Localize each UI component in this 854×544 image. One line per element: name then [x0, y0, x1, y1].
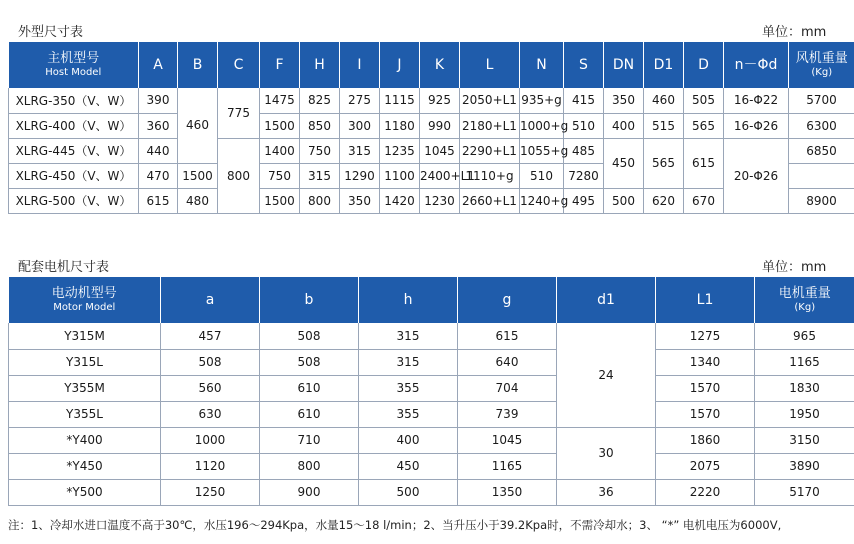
motor-table [8, 277, 854, 506]
cell: 508 [260, 323, 359, 349]
table-row [9, 479, 854, 505]
cell: 415 [564, 88, 604, 113]
dimensions-table [8, 42, 854, 214]
cell: 30 [557, 427, 656, 479]
cell: 24 [557, 323, 656, 427]
cell: 800 [260, 453, 359, 479]
header-col: S [564, 42, 604, 88]
header-col: D1 [644, 42, 684, 88]
cell: 640 [458, 349, 557, 375]
cell: 360 [139, 113, 178, 138]
cell: 355 [359, 401, 458, 427]
footnote: 注：1、冷却水进口温度不高于30℃，水压196～294Kpa，水量15～18 l/min；2、当升压小于39.2Kpa时，不需冷却水；3、 “*” 电机电压为6000V, [8, 518, 782, 532]
table2-title: 配套电机尺寸表 [18, 260, 110, 275]
cell: 850 [300, 113, 340, 138]
table-row [9, 453, 854, 479]
cell: 1045 [458, 427, 557, 453]
table-row [9, 427, 854, 453]
cell: 510 [520, 163, 564, 188]
cell: 1830 [755, 375, 854, 401]
cell: 5700 [789, 88, 854, 113]
cell: 300 [340, 113, 380, 138]
cell: 1950 [755, 401, 854, 427]
cell: 1340 [656, 349, 755, 375]
cell: 1570 [656, 375, 755, 401]
cell: 704 [458, 375, 557, 401]
cell: 2075 [656, 453, 755, 479]
cell: 5170 [755, 479, 854, 505]
cell: 1165 [755, 349, 854, 375]
header-col: I [340, 42, 380, 88]
header-col: DN [604, 42, 644, 88]
cell: 315 [340, 138, 380, 163]
cell: 16-Φ22 [724, 88, 789, 113]
cell: 315 [300, 163, 340, 188]
table1-title: 外型尺寸表 [18, 25, 84, 40]
header-col: D [684, 42, 724, 88]
table-row [9, 138, 854, 163]
cell: 450 [604, 138, 644, 188]
cell: 670 [684, 188, 724, 213]
cell-model: Y315L [9, 349, 161, 375]
cell: 610 [260, 401, 359, 427]
header-col: L [460, 42, 520, 88]
header-col: g [458, 277, 557, 323]
cell: 400 [359, 427, 458, 453]
table-row [9, 401, 854, 427]
cell: 565 [684, 113, 724, 138]
cell: 8900 [789, 188, 854, 213]
cell: 965 [755, 323, 854, 349]
cell-model: Y355L [9, 401, 161, 427]
cell: 350 [604, 88, 644, 113]
cell: 36 [557, 479, 656, 505]
cell: 710 [260, 427, 359, 453]
cell: 1400 [260, 138, 300, 163]
cell: 900 [260, 479, 359, 505]
cell: 1500 [260, 113, 300, 138]
cell: 355 [359, 375, 458, 401]
cell: 935+g [520, 88, 564, 113]
cell: 560 [161, 375, 260, 401]
cell: 1055+g [520, 138, 564, 163]
cell: 1500 [178, 163, 218, 188]
cell: 315 [359, 323, 458, 349]
cell: 565 [644, 138, 684, 188]
cell: 460 [178, 88, 218, 163]
header-col: d1 [557, 277, 656, 323]
cell: 6300 [789, 113, 854, 138]
table-row [9, 88, 854, 113]
cell: 1500 [260, 188, 300, 213]
table-row [9, 349, 854, 375]
cell: 1570 [656, 401, 755, 427]
cell: 2400+L1 [420, 163, 460, 188]
cell: 450 [359, 453, 458, 479]
cell-model: *Y500 [9, 479, 161, 505]
cell: 775 [218, 88, 260, 138]
cell: 480 [178, 188, 218, 213]
cell: 16-Φ26 [724, 113, 789, 138]
cell: 315 [359, 349, 458, 375]
header-col: C [218, 42, 260, 88]
cell: 615 [458, 323, 557, 349]
cell: 800 [300, 188, 340, 213]
cell: 1100 [380, 163, 420, 188]
cell: 1110+g [460, 163, 520, 188]
cell: 615 [684, 138, 724, 188]
header-col: F [260, 42, 300, 88]
cell-model: *Y400 [9, 427, 161, 453]
header-col: a [161, 277, 260, 323]
cell: 2660+L1 [460, 188, 520, 213]
cell: 2220 [656, 479, 755, 505]
cell-model: Y355M [9, 375, 161, 401]
cell: 1165 [458, 453, 557, 479]
cell-model: XLRG-350（V、W） [9, 88, 139, 113]
table-row [9, 113, 854, 138]
cell: 1045 [420, 138, 460, 163]
table1-unit: 单位：mm [762, 25, 827, 40]
cell-model: XLRG-450（V、W） [9, 163, 139, 188]
cell: 1120 [161, 453, 260, 479]
cell: 390 [139, 88, 178, 113]
cell: 515 [644, 113, 684, 138]
cell: 1250 [161, 479, 260, 505]
cell: 1115 [380, 88, 420, 113]
header-col: J [380, 42, 420, 88]
cell: 1000+g [520, 113, 564, 138]
cell-model: XLRG-500（V、W） [9, 188, 139, 213]
cell: 3150 [755, 427, 854, 453]
cell: 485 [564, 138, 604, 163]
cell: 1180 [380, 113, 420, 138]
cell: 1230 [420, 188, 460, 213]
cell: 1290 [340, 163, 380, 188]
header-col: h [359, 277, 458, 323]
table-row [9, 323, 854, 349]
cell-model: Y315M [9, 323, 161, 349]
header-col: L1 [656, 277, 755, 323]
cell: 6850 [789, 138, 854, 163]
cell: 1240+g [520, 188, 564, 213]
header-fan-weight: 风机重量 (Kg) [789, 42, 854, 88]
header-col: n－Φd [724, 42, 789, 88]
cell: 3890 [755, 453, 854, 479]
cell: 620 [644, 188, 684, 213]
cell: 440 [139, 138, 178, 163]
cell: 750 [260, 163, 300, 188]
header-col: A [139, 42, 178, 88]
cell-model: *Y450 [9, 453, 161, 479]
table2-header-row [9, 277, 854, 323]
cell: 1235 [380, 138, 420, 163]
cell: 1860 [656, 427, 755, 453]
cell: 500 [604, 188, 644, 213]
cell: 630 [161, 401, 260, 427]
cell-model: XLRG-400（V、W） [9, 113, 139, 138]
cell: 610 [260, 375, 359, 401]
cell: 508 [260, 349, 359, 375]
cell: 505 [684, 88, 724, 113]
header-col: b [260, 277, 359, 323]
cell: 457 [161, 323, 260, 349]
cell: 510 [564, 113, 604, 138]
table1-header-row [9, 42, 854, 88]
table2-unit: 单位：mm [762, 260, 827, 275]
header-col: N [520, 42, 564, 88]
header-col: H [300, 42, 340, 88]
cell: 925 [420, 88, 460, 113]
header-host-model: 主机型号 Host Model [9, 42, 139, 88]
cell: 275 [340, 88, 380, 113]
cell: 1000 [161, 427, 260, 453]
cell: 739 [458, 401, 557, 427]
cell: 7280 [564, 163, 604, 188]
cell: 1275 [656, 323, 755, 349]
header-motor-weight: 电机重量 (Kg) [755, 277, 854, 323]
cell: 495 [564, 188, 604, 213]
header-motor-model: 电动机型号 Motor Model [9, 277, 161, 323]
cell: 20-Φ26 [724, 138, 789, 213]
cell: 470 [139, 163, 178, 188]
table-row [9, 375, 854, 401]
cell: 2180+L1 [460, 113, 520, 138]
cell: 750 [300, 138, 340, 163]
cell: 1475 [260, 88, 300, 113]
cell: 2290+L1 [460, 138, 520, 163]
header-col: B [178, 42, 218, 88]
cell: 350 [340, 188, 380, 213]
cell: 825 [300, 88, 340, 113]
cell: 2050+L1 [460, 88, 520, 113]
cell: 460 [644, 88, 684, 113]
cell: 615 [139, 188, 178, 213]
cell: 500 [359, 479, 458, 505]
cell: 508 [161, 349, 260, 375]
cell: 400 [604, 113, 644, 138]
cell: 990 [420, 113, 460, 138]
cell: 1350 [458, 479, 557, 505]
cell: 1420 [380, 188, 420, 213]
cell: 800 [218, 138, 260, 213]
cell-model: XLRG-445（V、W） [9, 138, 139, 163]
header-col: K [420, 42, 460, 88]
